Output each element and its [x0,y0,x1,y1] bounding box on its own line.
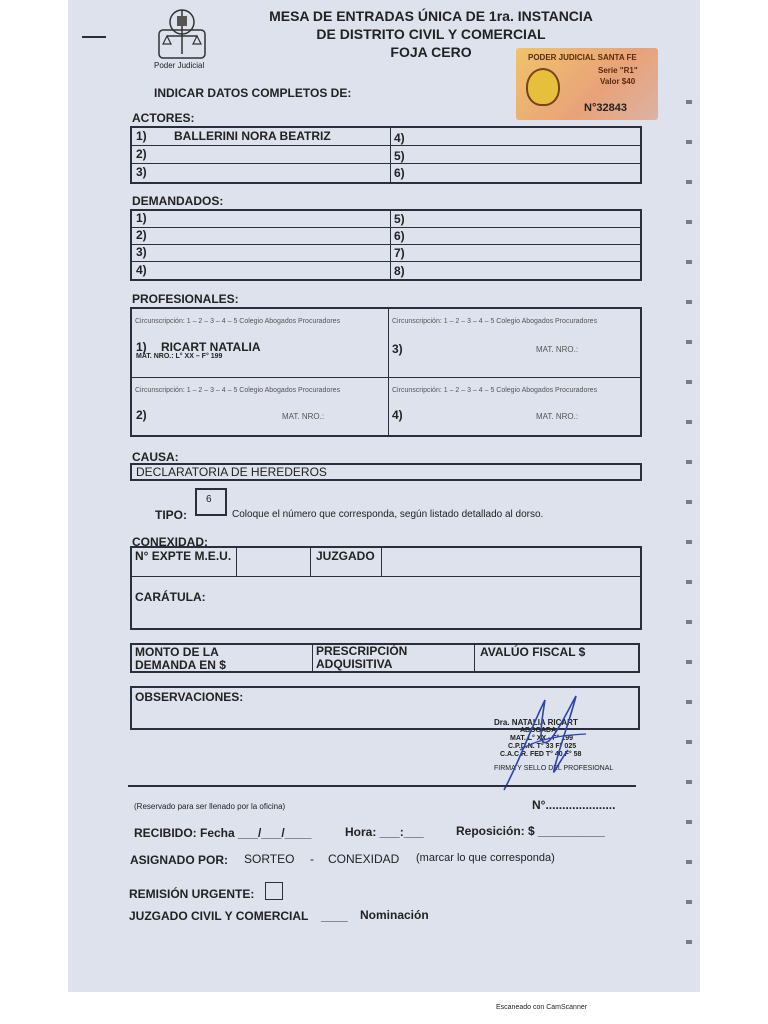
prof-4-number: 4) [392,408,403,422]
actor-row-6: 6) [394,166,405,180]
demandado-row-6: 6) [394,229,405,243]
conexidad-title: CONEXIDAD: [132,535,209,549]
actor-row-4: 4) [394,131,405,145]
prof-2-number: 2) [136,408,147,422]
nominacion-label: Nominación [360,908,429,922]
stamp-valor: Valor $40 [600,77,636,86]
circ-2: Circunscripción: 1 – 2 – 3 – 4 – 5 Colegio Abogados Procuradores [135,387,341,394]
signature-line-3: C.A.C.R. FED T° 40 F° 58 [500,751,582,758]
tax-stamp [516,48,658,120]
signature-line-2: C.P.D.N. T° 33 F° 025 [508,743,577,750]
circ-1: Circunscripción: 1 – 2 – 3 – 4 – 5 Colegio Abogados Procuradores [135,318,341,325]
causa-value: DECLARATORIA DE HEREDEROS [136,465,327,479]
signature-caption: FIRMA Y SELLO DEL PROFESIONAL [494,765,614,772]
demandado-row-4: 4) [136,263,147,277]
asignado-label: ASIGNADO POR: [130,853,229,867]
office-divider [128,785,636,787]
actor-row-5: 5) [394,149,405,163]
option-sorteo[interactable]: SORTEO [244,852,295,866]
emblem-caption: Poder Judicial [154,61,205,70]
prof-4-mat: MAT. NRO.: [536,412,579,421]
prescripcion-label: PRESCRIPCIÓN ADQUISITIVA [316,644,408,671]
nominacion-blank[interactable]: ____ [321,909,348,923]
actor-row-1: 1) [136,129,147,143]
header-line-2: DE DISTRITO CIVIL Y COMERCIAL [316,26,546,42]
office-number: N°..................... [532,798,616,812]
caratula-label: CARÁTULA: [135,590,206,604]
emblem [155,4,209,60]
tipo-value: 6 [206,494,212,505]
remision-label: REMISIÓN URGENTE: [129,887,255,901]
stamp-seal-icon [526,68,560,106]
juzgado-label: JUZGADO [316,549,375,563]
option-separator: - [310,852,314,866]
demandado-row-2: 2) [136,228,147,242]
prof-3-number: 3) [392,342,403,356]
circ-3: Circunscripción: 1 – 2 – 3 – 4 – 5 Colegio Abogados Procuradores [392,318,598,325]
signature-name: Dra. NATALIA RICART [494,718,578,727]
expte-label: N° EXPTE M.E.U. [135,549,232,563]
header-line-1: MESA DE ENTRADAS ÚNICA DE 1ra. INSTANCIA [269,8,593,24]
demandado-row-8: 8) [394,264,405,278]
juzgado-nominacion-label: JUZGADO CIVIL Y COMERCIAL [129,909,309,923]
stamp-title: PODER JUDICIAL SANTA FE [528,53,637,62]
demandados-title: DEMANDADOS: [132,194,224,208]
observaciones-label: OBSERVACIONES: [135,690,244,704]
causa-title: CAUSA: [132,450,179,464]
remision-checkbox[interactable] [265,882,283,900]
scales-emblem-icon [155,4,209,60]
stamp-number: N°32843 [584,102,627,114]
prof-3-mat: MAT. NRO.: [536,345,579,354]
edge-mark [82,36,106,38]
demandado-row-3: 3) [136,245,147,259]
profesionales-title: PROFESIONALES: [132,292,239,306]
prof-1-number: 1) [136,340,147,354]
marcar-note: (marcar lo que corresponda) [416,852,555,864]
hora-field[interactable]: Hora: ___:___ [345,825,424,839]
actores-title: ACTORES: [132,111,195,125]
prof-1-name: RICART NATALIA [161,340,261,354]
circ-4: Circunscripción: 1 – 2 – 3 – 4 – 5 Colegio Abogados Procuradores [392,387,598,394]
option-conexidad[interactable]: CONEXIDAD [328,852,400,866]
demandados-table [130,209,642,281]
scanner-footer: Escaneado con CamScanner [496,1004,588,1011]
scan-edge-shadow [686,100,692,960]
avaluo-label: AVALÚO FISCAL $ [480,645,586,659]
demandado-row-7: 7) [394,246,405,260]
actor-row-2: 2) [136,147,147,161]
signature-line-1: MAT. L° XX - F° 199 [510,735,574,742]
demandado-row-1: 1) [136,211,147,225]
recibido-field[interactable]: RECIBIDO: Fecha ___/___/____ [134,826,312,840]
prof-1-mat: MAT. NRO.: L° XX – F° 199 [136,353,223,360]
stamp-serie: Serie "R1" [598,66,638,75]
header-line-3: FOJA CERO [390,44,472,60]
reserved-note: (Reservado para ser llenado por la oficina) [134,802,286,811]
actor-row-3: 3) [136,165,147,179]
monto-label: MONTO DE LA DEMANDA EN $ [135,645,226,672]
demandado-row-5: 5) [394,212,405,226]
indicar-label: INDICAR DATOS COMPLETOS DE: [154,86,352,100]
prof-2-mat: MAT. NRO.: [282,412,325,421]
reposicion-field[interactable]: Reposición: $ __________ [456,824,605,838]
signature-role: ABOGADA [520,727,557,734]
handwritten-signature [490,690,600,800]
tipo-hint: Coloque el número que corresponda, según listado detallado al dorso. [232,509,544,520]
tipo-label: TIPO: [155,508,187,522]
actor-name-1: BALLERINI NORA BEATRIZ [174,129,331,143]
